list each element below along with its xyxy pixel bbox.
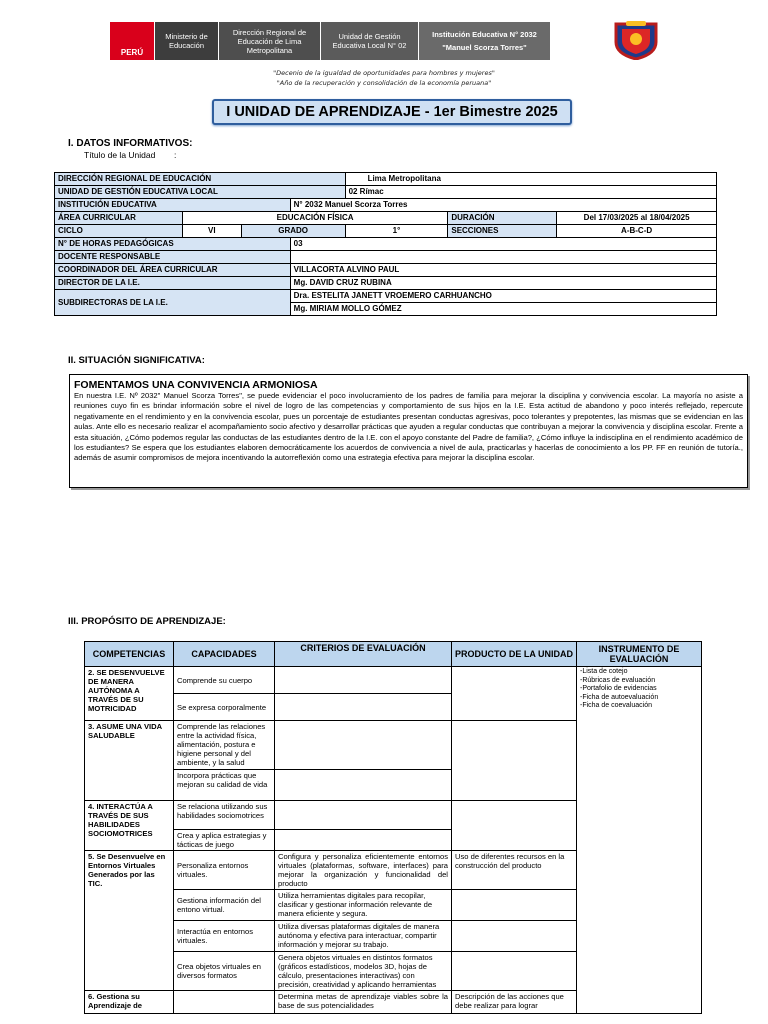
producto-cell — [452, 667, 577, 721]
producto-cell — [452, 721, 577, 801]
grado-value: 1° — [345, 225, 448, 238]
table-row — [55, 238, 717, 251]
capacidad-2a: Comprende su cuerpo — [174, 667, 275, 694]
ciclo-value: VI — [182, 225, 241, 238]
motto-line1: "Decenio de la igualdad de oportunidades para hombres y mujeres" — [273, 69, 495, 77]
horas-value: 03 — [290, 238, 716, 251]
unit-title-label: Título de la Unidad — [84, 150, 156, 160]
section-2-heading: II. SITUACIÓN SIGNIFICATIVA: — [68, 355, 205, 366]
criterio-5d: Genera objetos virtuales en distintos formatos (gráficos estadísticos, modelos 3D, hojas de cálculo, presentaciones interactivas) con precisión, creatividad y aplicando herramientas — [275, 952, 452, 991]
coordinador-label: COORDINADOR DEL ÁREA CURRICULAR — [55, 264, 291, 277]
ie-label: INSTITUCIÓN EDUCATIVA — [55, 199, 291, 212]
secciones-label: SECCIONES — [448, 225, 557, 238]
producto-cell — [452, 890, 577, 921]
producto-cell — [452, 801, 577, 851]
capacidad-3b: Incorpora prácticas que mejoran su calidad de vida — [174, 770, 275, 801]
competencia-6: 6. Gestiona su Aprendizaje de — [85, 991, 174, 1014]
header-banner — [110, 22, 600, 60]
criterio-cell — [275, 830, 452, 851]
table-header-row — [85, 642, 702, 667]
subdirectora-2: Mg. MIRIAM MOLLO GÓMEZ — [290, 303, 716, 316]
director-label: DIRECTOR DE LA I.E. — [55, 277, 291, 290]
header-criterios: CRITERIOS DE EVALUACIÓN — [275, 642, 452, 667]
regional-label: Dirección Regional de Educación de Lima Metropolitana — [218, 22, 320, 60]
producto-6: Descripción de las acciones que debe realizar para lograr — [452, 991, 577, 1014]
table-row — [85, 667, 702, 694]
criterio-5c: Utiliza diversas plataformas digitales de manera autónoma y efectiva para interactuar, compartir información y mejorar su trabajo. — [275, 921, 452, 952]
capacidad-5d: Crea objetos virtuales en diversos formatos — [174, 952, 275, 991]
subdirectora-1: Dra. ESTELITA JANETT VROEMERO CARHUANCHO — [290, 290, 716, 303]
duracion-label: DURACIÓN — [448, 212, 557, 225]
criterio-5a: Configura y personaliza eficientemente entornos virtuales (plataformas, software, interfaces) para mejorar la organización y funcionalidad del producto — [275, 851, 452, 890]
section-1-heading: I. DATOS INFORMATIVOS: — [68, 138, 193, 149]
criterio-cell — [275, 694, 452, 721]
ie-value: N° 2032 Manuel Scorza Torres — [290, 199, 716, 212]
table-row — [55, 186, 717, 199]
capacidad-4a: Se relaciona utilizando sus habilidades sociomotrices — [174, 801, 275, 830]
docente-value — [290, 251, 716, 264]
ugel-row-value: 02 Rímac — [345, 186, 716, 199]
table-row — [55, 264, 717, 277]
producto-5: Uso de diferentes recursos en la construcción del producto — [452, 851, 577, 890]
capacidad-4b: Crea y aplica estrategias y tácticas de juego — [174, 830, 275, 851]
table-row — [55, 251, 717, 264]
header-competencias: COMPETENCIAS — [85, 642, 174, 667]
criterio-cell — [275, 770, 452, 801]
capacidad-3a: Comprende las relaciones entre la actividad física, alimentación, postura e higiene personal y del ambiente, y la salud — [174, 721, 275, 770]
capacidad-5c: Interactúa en entornos virtuales. — [174, 921, 275, 952]
criterio-cell — [275, 801, 452, 830]
institution-line2: "Manuel Scorza Torres" — [442, 43, 527, 52]
competencia-3: 3. ASUME UNA VIDA SALUDABLE — [85, 721, 174, 801]
grado-label: GRADO — [241, 225, 345, 238]
table-row — [55, 225, 717, 238]
table-row — [55, 199, 717, 212]
director-value: Mg. DAVID CRUZ RUBINA — [290, 277, 716, 290]
capacidad-cell — [174, 991, 275, 1014]
criterio-5b: Utiliza herramientas digitales para recopilar, clasificar y gestionar información relevante de manera eficiente y segura. — [275, 890, 452, 921]
competencia-2: 2. SE DESENVUELVE DE MANERA AUTÓNOMA A TRAVÉS DE SU MOTRICIDAD — [85, 667, 174, 721]
page-title: I UNIDAD DE APRENDIZAJE - 1er Bimestre 2025 — [212, 99, 572, 125]
situation-box — [69, 374, 748, 488]
criterio-cell — [275, 667, 452, 694]
unit-title-colon: : — [174, 150, 177, 160]
instrumentos-list: -Lista de cotejo -Rúbricas de evaluación -Portafolio de evidencias -Ficha de autoevaluación -Ficha de coevaluación — [577, 667, 702, 1014]
ministry-label: Ministerio de Educación — [154, 22, 218, 60]
capacidad-2b: Se expresa corporalmente — [174, 694, 275, 721]
header-instrumento: INSTRUMENTO DE EVALUACIÓN — [577, 642, 702, 667]
competencia-5: 5. Se Desenvuelve en Entornos Virtuales Generados por las TIC. — [85, 851, 174, 991]
institution-label — [418, 22, 550, 60]
table-row — [55, 212, 717, 225]
table-row — [55, 290, 717, 303]
table-row — [55, 277, 717, 290]
section-3-heading: III. PROPÓSITO DE APRENDIZAJE: — [68, 616, 226, 627]
capacidad-5a: Personaliza entornos virtuales. — [174, 851, 275, 890]
purpose-table — [84, 641, 702, 1014]
situation-text: En nuestra I.E. Nº 2032" Manuel Scorza Torres", se puede evidenciar el poco involucramiento de los padres de familia para mejorar la disciplina y convivencia escolar. La mayoría no asiste a reuniones cuyo fin es brindar información sobre el nivel de logro de las competencias y comportamiento de sus hijos en la I.E. Esta actitud de abandono y poco interés reflejado, repercute negativamente en el rendimiento y en la convivencia escolar, pues un porcentaje de estudiantes presentan conductas agresivas, poco tolerantes y prepotentes, las mismas que se evidencian en las aulas. Ante ello es necesario realizar el acompañamiento socio afectivo y desarrollar prácticas que ayuden a regular conductas que contribuyan a mejorar la convivencia y disciplina escolar. Frente a esta situación, ¿Cómo podemos regular las conductas de las estudiantes dentro de la I.E. con el apoyo constante del Padre de familia?, ¿Cómo influye la indisciplina en el rendimiento académico de los estudiantes? Se espera que los estudiantes elaboren democráticamente los acuerdos de convivencia a nivel de aula, practicarlas y hacerlas de conocimiento a los PP. FF en reunión de tutoría., además de asumir compromisos de mejora incentivando la autorreflexión como una estrategia efectiva para mejorar la disciplina escolar. — [74, 391, 743, 463]
dre-value: Lima Metropolitana — [345, 173, 716, 186]
ugel-row-label: UNIDAD DE GESTIÓN EDUCATIVA LOCAL — [55, 186, 346, 199]
coordinador-value: VILLACORTA ALVINO PAUL — [290, 264, 716, 277]
subdirectoras-label: SUBDIRECTORAS DE LA I.E. — [55, 290, 291, 316]
duracion-value: Del 17/03/2025 al 18/04/2025 — [557, 212, 717, 225]
motto — [0, 68, 768, 88]
ugel-label: Unidad de Gestión Educativa Local N° 02 — [320, 22, 418, 60]
table-row — [55, 173, 717, 186]
school-crest-icon — [612, 20, 660, 60]
institution-line1: Institución Educativa N° 2032 — [432, 30, 537, 39]
motto-line2: "Año de la recuperación y consolidación de la economía peruana" — [276, 79, 492, 87]
datos-table — [54, 172, 717, 316]
criterio-6: Determina metas de aprendizaje viables sobre la base de sus potencialidades — [275, 991, 452, 1014]
header-capacidades: CAPACIDADES — [174, 642, 275, 667]
horas-label: N° DE HORAS PEDAGÓGICAS — [55, 238, 291, 251]
ciclo-label: CICLO — [55, 225, 183, 238]
peru-logo: PERÚ — [110, 22, 154, 60]
header-producto: PRODUCTO DE LA UNIDAD — [452, 642, 577, 667]
producto-cell — [452, 952, 577, 991]
producto-cell — [452, 921, 577, 952]
criterio-cell — [275, 721, 452, 770]
area-value: EDUCACIÓN FÍSICA — [182, 212, 448, 225]
dre-label: DIRECCIÓN REGIONAL DE EDUCACIÓN — [55, 173, 346, 186]
capacidad-5b: Gestiona información del entono virtual. — [174, 890, 275, 921]
competencia-4: 4. INTERACTÚA A TRAVÉS DE SUS HABILIDADES SOCIOMOTRICES — [85, 801, 174, 851]
area-label: ÁREA CURRICULAR — [55, 212, 183, 225]
secciones-value: A-B-C-D — [557, 225, 717, 238]
situation-title: FOMENTAMOS UNA CONVIVENCIA ARMONIOSA — [74, 379, 318, 391]
docente-label: DOCENTE RESPONSABLE — [55, 251, 291, 264]
